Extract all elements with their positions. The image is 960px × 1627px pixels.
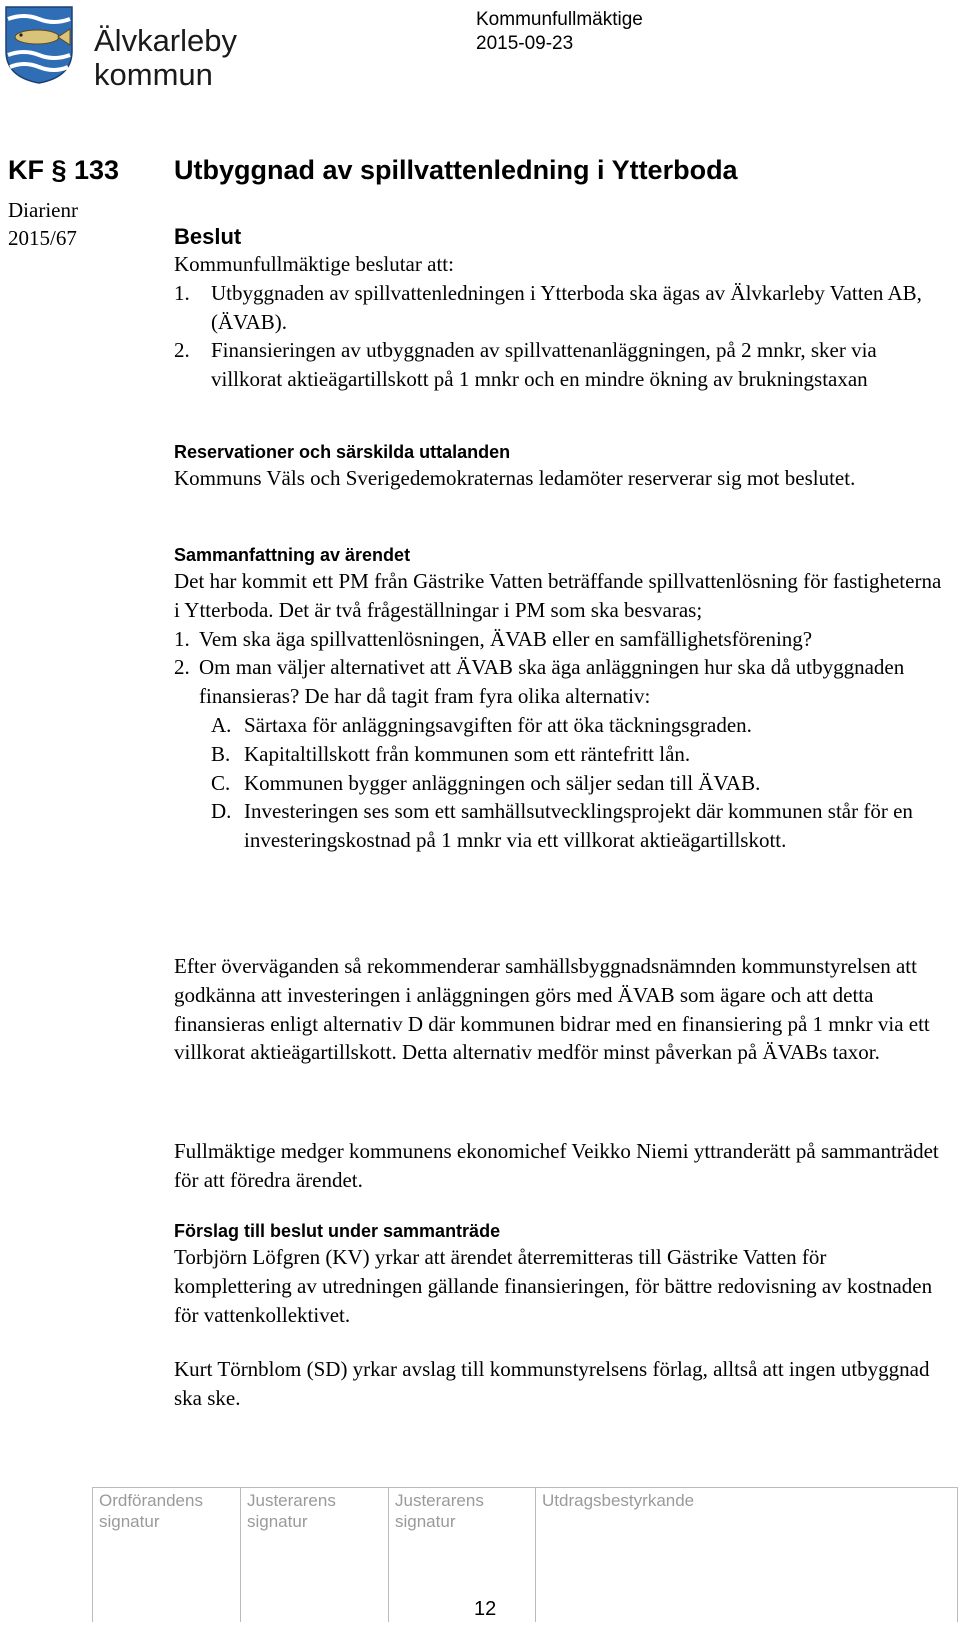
decision-item-text: Utbyggnaden av spillvattenledningen i Ytterboda ska ägas av Älvkarleby Vatten AB, (ÄVAB). <box>211 280 922 334</box>
summary-question-number: 1. <box>174 626 190 651</box>
summary-intro: Det har kommit ett PM från Gästrike Vatten beträffande spillvattenlösning för fastigheterna i Ytterboda. Det är två frågeställningar i PM som ska besvaras; <box>174 569 942 622</box>
alternative-letter: A. <box>211 712 232 737</box>
signature-table <box>92 1487 958 1622</box>
paragraph-number: KF § 133 <box>8 155 120 185</box>
organization-name-line1: Älvkarleby <box>94 23 237 58</box>
proposals-section <box>174 1219 949 1329</box>
page-title: Utbyggnad av spillvattenledning i Ytterboda <box>174 155 738 185</box>
summary-question <box>174 625 949 654</box>
summary-heading: Sammanfattning av ärendet <box>174 545 411 565</box>
alternative-item <box>211 769 949 798</box>
summary-question <box>174 653 949 711</box>
organization-name-line2: kommun <box>94 57 213 92</box>
signature-cell-adjuster-1 <box>240 1488 388 1622</box>
alternative-text: Särtaxa för anläggningsavgiften för att öka täckningsgraden. <box>244 712 752 737</box>
alternative-item <box>211 711 949 740</box>
summary-section <box>174 543 949 855</box>
summary-question-text: Vem ska äga spillvattenlösningen, ÄVAB eller en samfällighetsförening? <box>199 626 813 651</box>
signature-cell-label: Justerarens <box>247 1491 336 1510</box>
signature-cell-certification <box>535 1488 958 1622</box>
signature-cell-label: Justerarens <box>395 1491 484 1510</box>
summary-question-text: Om man väljer alternativet att ÄVAB ska äga anläggningen hur ska då utbyggnaden finansieras? De har då tagit fram fyra olika alternativ: <box>199 655 905 709</box>
alternative-text: Kapitaltillskott från kommunen som ett räntefritt lån. <box>244 741 691 766</box>
reservations-text: Kommuns Väls och Sverigedemokraternas ledamöter reserverar sig mot beslutet. <box>174 466 856 490</box>
diary-number-label: Diarienr <box>8 198 78 222</box>
alternative-item <box>211 797 949 855</box>
reservations-section <box>174 440 949 493</box>
organization-name <box>94 24 237 92</box>
signature-cell-label: Utdragsbestyrkande <box>542 1491 695 1510</box>
reservations-heading: Reservationer och särskilda uttalanden <box>174 442 511 462</box>
signature-cell-adjuster-2 <box>388 1488 535 1622</box>
speaking-right-paragraph: Fullmäktige medger kommunens ekonomichef Veikko Niemi yttranderätt på sammanträdet för att föredra ärendet. <box>174 1139 939 1192</box>
meeting-header <box>476 8 643 56</box>
proposal-paragraph: Torbjörn Löfgren (KV) yrkar att ärendet återremitteras till Gästrike Vatten för komplettering av utredningen gällande finansieringen, för bättre redovisning av kostnaden för vattenkollektivet. <box>174 1245 933 1327</box>
alternative-letter: C. <box>211 770 231 795</box>
decision-heading: Beslut <box>174 224 242 249</box>
decision-item <box>174 279 949 337</box>
signature-cell-label: signatur <box>247 1512 308 1531</box>
alternative-item <box>211 740 949 769</box>
signature-cell-label: signatur <box>99 1512 160 1531</box>
alternative-text: Investeringen ses som ett samhällsutvecklingsprojekt där kommunen står för en investeringskostnad på 1 mnkr via ett villkorat aktieägartillskott. <box>244 799 913 853</box>
decision-item-number: 2. <box>174 338 190 363</box>
signature-cell-chair <box>92 1488 240 1622</box>
meeting-date: 2015-09-23 <box>476 33 574 54</box>
signature-cell-label: Ordförandens <box>99 1491 203 1510</box>
decision-item-number: 1. <box>174 280 190 305</box>
alternatives-list <box>174 711 949 855</box>
decision-section <box>174 224 949 394</box>
proposals-heading: Förslag till beslut under sammanträde <box>174 1221 501 1241</box>
alternative-letter: D. <box>211 799 232 824</box>
page-number: 12 <box>474 1598 497 1620</box>
alternative-text: Kommunen bygger anläggningen och säljer sedan till ÄVAB. <box>244 770 761 795</box>
decision-item <box>174 336 949 394</box>
recommendation-paragraph: Efter överväganden så rekommenderar samhällsbyggnadsnämnden kommunstyrelsen att godkänna att investeringen i anläggningen görs med ÄVAB som ägare och att detta finansieras enligt alternativ D där kommunen bidrar med en finansiering på 1 mnkr via ett villkorat aktieägartillskott. Detta alternativ medför minst påverkan på ÄVABs taxor. <box>174 954 930 1065</box>
alternative-letter: B. <box>211 741 231 766</box>
proposal-paragraph: Kurt Törnblom (SD) yrkar avslag till kommunstyrelsens förlag, alltså att ingen utbyggnad ska ske. <box>174 1357 930 1410</box>
coat-of-arms-logo <box>4 5 74 85</box>
diary-number-value: 2015/67 <box>8 226 77 250</box>
diary-number <box>8 196 78 252</box>
summary-question-number: 2. <box>174 655 190 680</box>
signature-cell-label: signatur <box>395 1512 456 1531</box>
meeting-body: Kommunfullmäktige <box>476 9 643 30</box>
decision-intro: Kommunfullmäktige beslutar att: <box>174 252 454 276</box>
decision-item-text: Finansieringen av utbyggnaden av spillvattenanläggningen, på 2 mnkr, sker via villkorat aktieägartillskott på 1 mnkr och en mindre ökning av brukningstaxan <box>211 338 877 392</box>
